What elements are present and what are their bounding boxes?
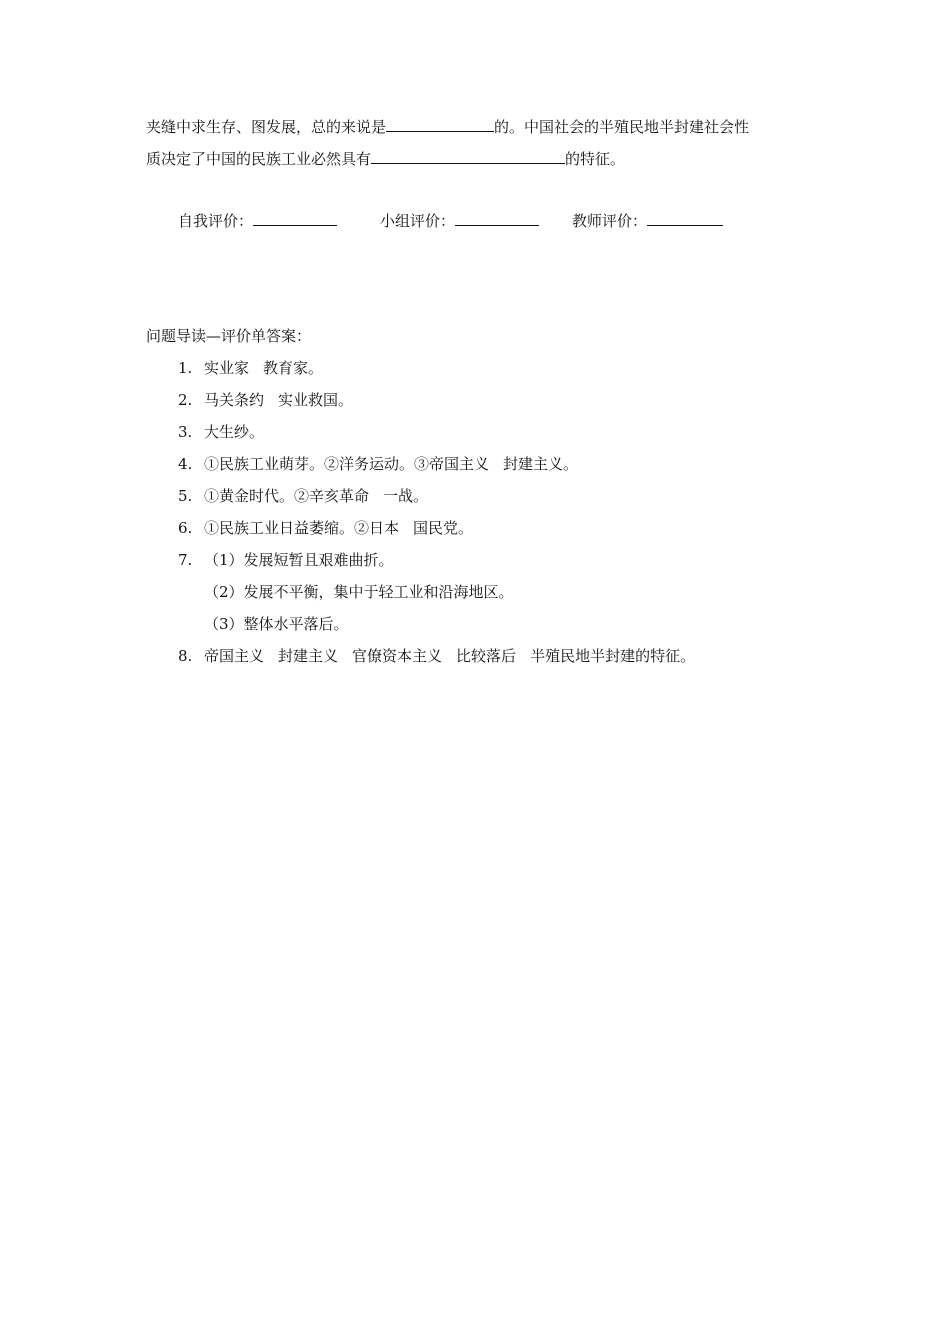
answer-item xyxy=(178,358,323,378)
answer-number: 1. xyxy=(178,359,193,377)
answer-text: 封建主义。 xyxy=(503,455,579,473)
group-evaluation-label: 小组评价： xyxy=(380,212,456,230)
answer-text: （1）发展短暂且艰难曲折。 xyxy=(204,551,394,569)
answer-item xyxy=(178,646,695,666)
answer-number: 7. xyxy=(178,551,193,569)
answer-text: 国民党。 xyxy=(413,519,474,537)
answer-item xyxy=(178,486,428,506)
teacher-evaluation-label: 教师评价： xyxy=(572,212,648,230)
paragraph-line-1 xyxy=(146,116,749,137)
answer-number: 2. xyxy=(178,391,193,409)
answer-item xyxy=(178,550,394,570)
answer-text: 实业家 xyxy=(204,359,250,377)
answer-text: ①黄金时代。②辛亥革命 xyxy=(204,487,370,505)
paragraph-text: 质决定了中国的民族工业必然具有 xyxy=(146,150,372,168)
fill-in-blank[interactable] xyxy=(386,116,494,132)
answer-text: ①民族工业萌芽。②洋务运动。③帝国主义 xyxy=(204,455,490,473)
self-evaluation-label: 自我评价： xyxy=(178,212,254,230)
answer-item xyxy=(178,422,264,442)
answer-text: 帝国主义 xyxy=(204,647,265,665)
answer-text: （2）发展不平衡，集中于轻工业和沿海地区。 xyxy=(204,583,514,601)
paragraph-line-2 xyxy=(146,148,625,169)
answer-text: 马关条约 xyxy=(204,391,265,409)
self-evaluation-blank[interactable] xyxy=(253,210,337,226)
answer-text: 官僚资本主义 xyxy=(352,647,443,665)
answer-item xyxy=(178,518,473,538)
answer-text: 一战。 xyxy=(383,487,429,505)
group-evaluation-blank[interactable] xyxy=(455,210,539,226)
teacher-evaluation-blank[interactable] xyxy=(647,210,723,226)
answer-text: 半殖民地半封建的特征。 xyxy=(530,647,696,665)
answer-text: 大生纱。 xyxy=(204,423,265,441)
answer-subitem xyxy=(204,614,349,634)
answer-item xyxy=(178,390,353,410)
teacher-evaluation xyxy=(572,210,723,231)
answer-item xyxy=(178,454,578,474)
answer-number: 6. xyxy=(178,519,193,537)
answer-number: 4. xyxy=(178,455,193,473)
answer-subitem xyxy=(204,582,514,602)
answer-text: ①民族工业日益萎缩。②日本 xyxy=(204,519,400,537)
answer-number: 8. xyxy=(178,647,193,665)
answers-heading: 问题导读—评价单答案： xyxy=(146,327,312,345)
answer-text: 比较落后 xyxy=(456,647,517,665)
self-evaluation xyxy=(178,210,337,231)
paragraph-text: 的特征。 xyxy=(565,150,626,168)
group-evaluation xyxy=(380,210,539,231)
answer-number: 5. xyxy=(178,487,193,505)
answer-text: 教育家。 xyxy=(263,359,324,377)
fill-in-blank[interactable] xyxy=(371,148,565,164)
answer-text: （3）整体水平落后。 xyxy=(204,615,349,633)
answer-text: 实业救国。 xyxy=(278,391,354,409)
paragraph-text: 的。中国社会的半殖民地半封建社会性 xyxy=(494,118,750,136)
answer-text: 封建主义 xyxy=(278,647,339,665)
answer-number: 3. xyxy=(178,423,193,441)
paragraph-text: 夹缝中求生存、图发展，总的来说是 xyxy=(146,118,387,136)
